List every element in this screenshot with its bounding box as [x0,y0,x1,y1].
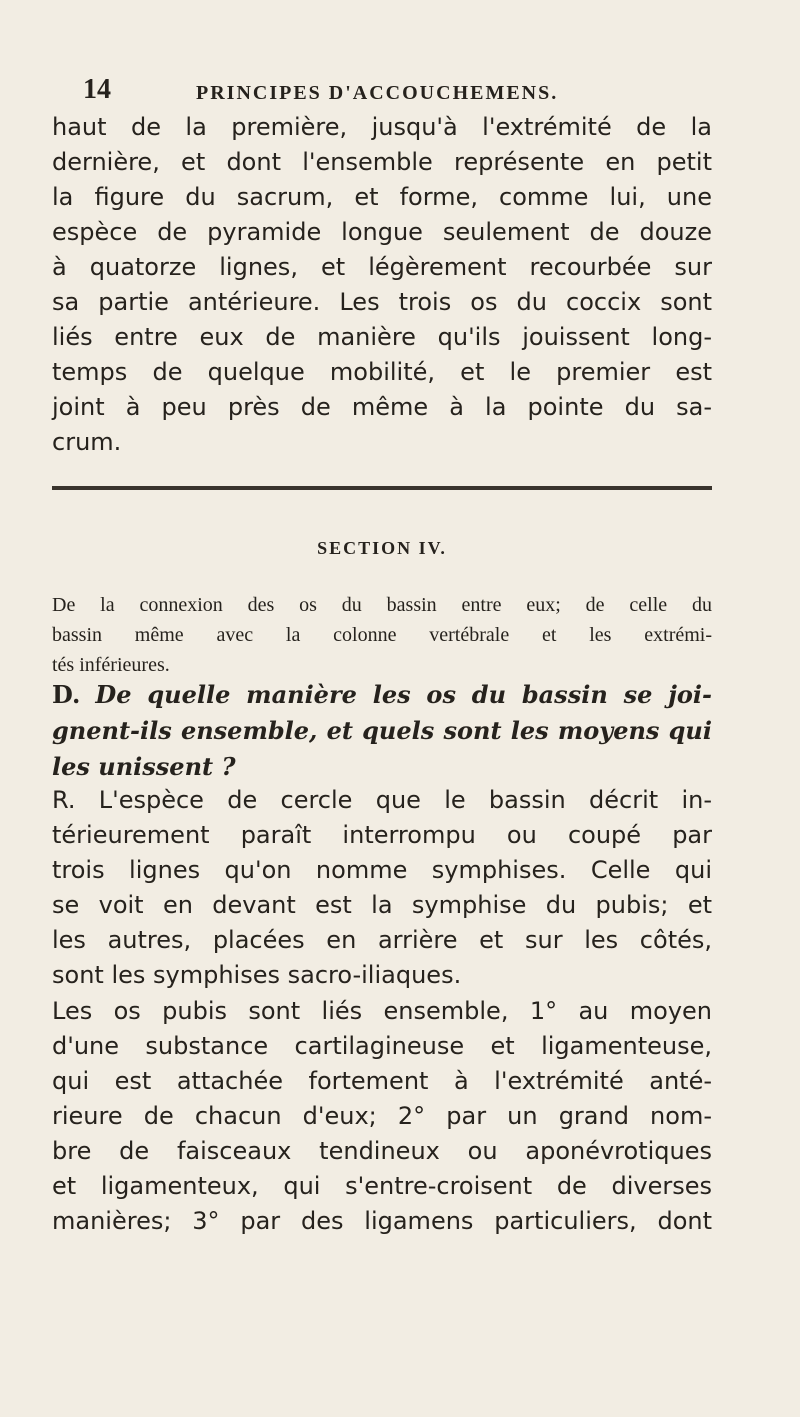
page-header [83,74,723,114]
section-title: SECTION IV. [317,538,447,558]
running-head: PRINCIPES D'ACCOUCHEMENS. [196,82,559,104]
question-line: gnent-ils ensemble, et quels sont les moyens qui [52,716,712,745]
text-line: dernière, et dont l'ensemble représente en petit [52,148,712,176]
section-summary [52,590,712,680]
text-line: rieure de chacun d'eux; 2° par un grand nom- [52,1102,712,1130]
text-line: qui est attachée fortement à l'extrémité anté- [52,1067,712,1095]
answer-paragraph [52,783,712,993]
text-line: la figure du sacrum, et forme, comme lui, une [52,183,712,211]
text-line: les autres, placées en arrière et sur les côtés, [52,926,712,954]
summary-line: tés inférieures. [52,654,170,676]
text-line: se voit en devant est la symphise du pubis; et [52,891,712,919]
question-line [52,677,712,713]
text-line: trois lignes qu'on nomme symphises. Celle qui [52,856,712,884]
text-line: térieurement paraît interrompu ou coupé par [52,821,712,849]
paragraph-pubis [52,994,712,1239]
page-number: 14 [83,74,111,105]
text-line: R. L'espèce de cercle que le bassin décrit in- [52,786,712,814]
section-divider [52,486,712,490]
question-line: les unissent ? [52,752,236,781]
text-line: bre de faisceaux tendineux ou aponévrotiques [52,1137,712,1165]
text-line: haut de la première, jusqu'à l'extrémité de la [52,113,712,141]
text-line: temps de quelque mobilité, et le premier est [52,358,712,386]
paragraph-coccyx [52,110,712,460]
text-line: et ligamenteux, qui s'entre-croisent de diverses [52,1172,712,1200]
text-line: sont les symphises sacro-iliaques. [52,961,462,989]
text-line: liés entre eux de manière qu'ils jouissent long- [52,323,712,351]
question-label: D. [52,680,81,709]
text-line: sa partie antérieure. Les trois os du coccix sont [52,288,712,316]
summary-line: De la connexion des os du bassin entre eux; de celle du [52,594,712,616]
text-line: d'une substance cartilagineuse et ligamenteuse, [52,1032,712,1060]
text-line: crum. [52,428,122,456]
text-line: manières; 3° par des ligamens particuliers, dont [52,1207,712,1235]
text-line: joint à peu près de même à la pointe du sa- [52,393,712,421]
text-line: à quatorze lignes, et légèrement recourbée sur [52,253,712,281]
question-text: De quelle manière les os du bassin se joi- [95,680,712,709]
summary-line: bassin même avec la colonne vertébrale et les extrémi- [52,624,712,646]
question-block [52,677,712,785]
text-line: Les os pubis sont liés ensemble, 1° au moyen [52,997,712,1025]
text-line: espèce de pyramide longue seulement de douze [52,218,712,246]
